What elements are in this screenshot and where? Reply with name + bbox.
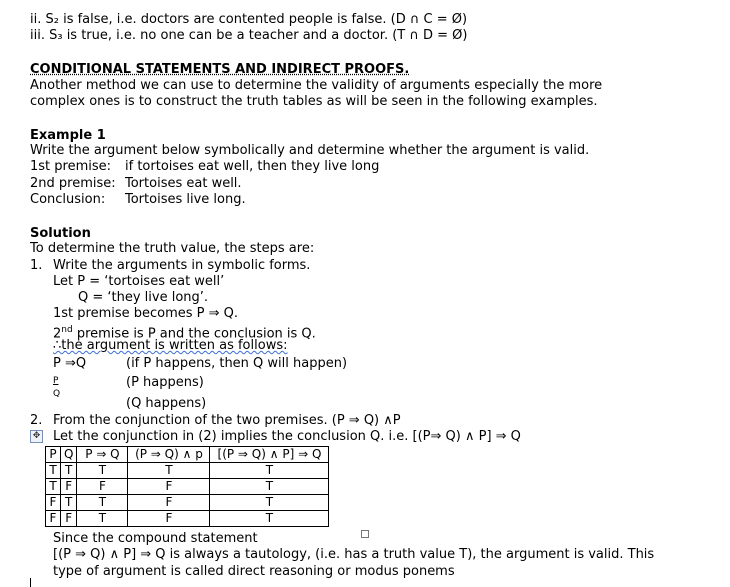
table-cell: F xyxy=(46,495,61,511)
truth-table xyxy=(45,446,329,527)
table-cell: F xyxy=(128,511,210,527)
statement-iii: iii. S₃ is true, i.e. no one can be a teacher and a doctor. (T ∩ D = Ø) xyxy=(30,28,468,43)
premise-1-label: 1st premise: xyxy=(30,159,112,174)
argument-p-note: (P happens) xyxy=(126,375,204,390)
step-1-text: Write the arguments in symbolic forms. xyxy=(53,258,311,273)
since-line-3: type of argument is called direct reasoning or modus ponems xyxy=(53,564,455,579)
table-row xyxy=(46,511,329,527)
step-2-text: From the conjunction of the two premises. (P ⇒ Q) ∧P xyxy=(53,413,401,428)
intro-line-2: complex ones is to construct the truth tables as will be seen in the following examples. xyxy=(30,94,598,109)
table-header-cell: [(P ⇒ Q) ∧ P] ⇒ Q xyxy=(210,447,329,463)
table-header-cell: P xyxy=(46,447,61,463)
define-p: Let P = ‘tortoises eat well’ xyxy=(53,274,225,289)
table-cell: F xyxy=(128,479,210,495)
truth-table-header-row xyxy=(46,447,329,463)
table-cell: T xyxy=(77,495,128,511)
move-handle-icon[interactable]: ✥ xyxy=(30,430,43,443)
conclusion-text: Tortoises live long. xyxy=(125,192,246,207)
text-cursor xyxy=(30,578,31,587)
premise-1-text: if tortoises eat well, then they live long xyxy=(125,159,380,174)
example-title: Example 1 xyxy=(30,128,106,143)
table-cell: T xyxy=(77,463,128,479)
solution-title: Solution xyxy=(30,226,91,241)
table-cell: T xyxy=(46,463,61,479)
table-cell: T xyxy=(61,463,77,479)
table-cell: T xyxy=(210,495,329,511)
solution-intro: To determine the truth value, the steps are: xyxy=(30,241,315,256)
since-line-2: [(P ⇒ Q) ∧ P] ⇒ Q is always a tautology, (i.e. has a truth value T), the argument is valid. This xyxy=(53,547,655,562)
table-row xyxy=(46,463,329,479)
therefore-line: ∴the argument is written as follows: xyxy=(53,338,288,353)
table-cell: F xyxy=(61,511,77,527)
conclusion-label: Conclusion: xyxy=(30,192,106,207)
table-cell: F xyxy=(46,511,61,527)
argument-q-note: (Q happens) xyxy=(126,396,207,411)
table-cell: T xyxy=(210,479,329,495)
premise-2-text: Tortoises eat well. xyxy=(125,176,242,191)
table-cell: T xyxy=(128,463,210,479)
table-cell: T xyxy=(77,511,128,527)
table-cell: T xyxy=(61,495,77,511)
table-header-cell: (P ⇒ Q) ∧ p xyxy=(128,447,210,463)
table-header-cell: Q xyxy=(61,447,77,463)
table-cell: T xyxy=(210,511,329,527)
argument-pq: P ⇒Q xyxy=(53,356,87,371)
table-cell: F xyxy=(61,479,77,495)
section-heading: CONDITIONAL STATEMENTS AND INDIRECT PROOFS. xyxy=(30,62,410,77)
argument-p: P xyxy=(53,376,59,386)
premise-2-symbolic: 2nd premise is P and the conclusion is Q. xyxy=(53,325,316,342)
step-3-text: Let the conjunction in (2) implies the conclusion Q. i.e. [(P⇒ Q) ∧ P] ⇒ Q xyxy=(53,429,521,444)
define-q: Q = ‘they live long’. xyxy=(78,290,209,305)
table-cell: F xyxy=(77,479,128,495)
table-row xyxy=(46,479,329,495)
table-cell: T xyxy=(210,463,329,479)
table-row xyxy=(46,495,329,511)
step-1-number: 1. xyxy=(30,258,43,273)
table-cell: T xyxy=(46,479,61,495)
table-cell: F xyxy=(128,495,210,511)
premise-1-symbolic: 1st premise becomes P ⇒ Q. xyxy=(53,306,239,321)
premise-2-label: 2nd premise: xyxy=(30,176,116,191)
argument-q: Q xyxy=(53,389,61,399)
table-header-cell: P ⇒ Q xyxy=(77,447,128,463)
step-2-number: 2. xyxy=(30,413,43,428)
statement-ii: ii. S₂ is false, i.e. doctors are contented people is false. (D ∩ C = Ø) xyxy=(30,12,468,27)
argument-pq-note: (if P happens, then Q will happen) xyxy=(126,356,348,371)
example-instruction: Write the argument below symbolically and determine whether the argument is valid. xyxy=(30,143,590,158)
since-line-1: Since the compound statement xyxy=(53,531,258,546)
table-resize-handle[interactable] xyxy=(361,530,369,538)
intro-line-1: Another method we can use to determine the validity of arguments especially the more xyxy=(30,78,603,93)
